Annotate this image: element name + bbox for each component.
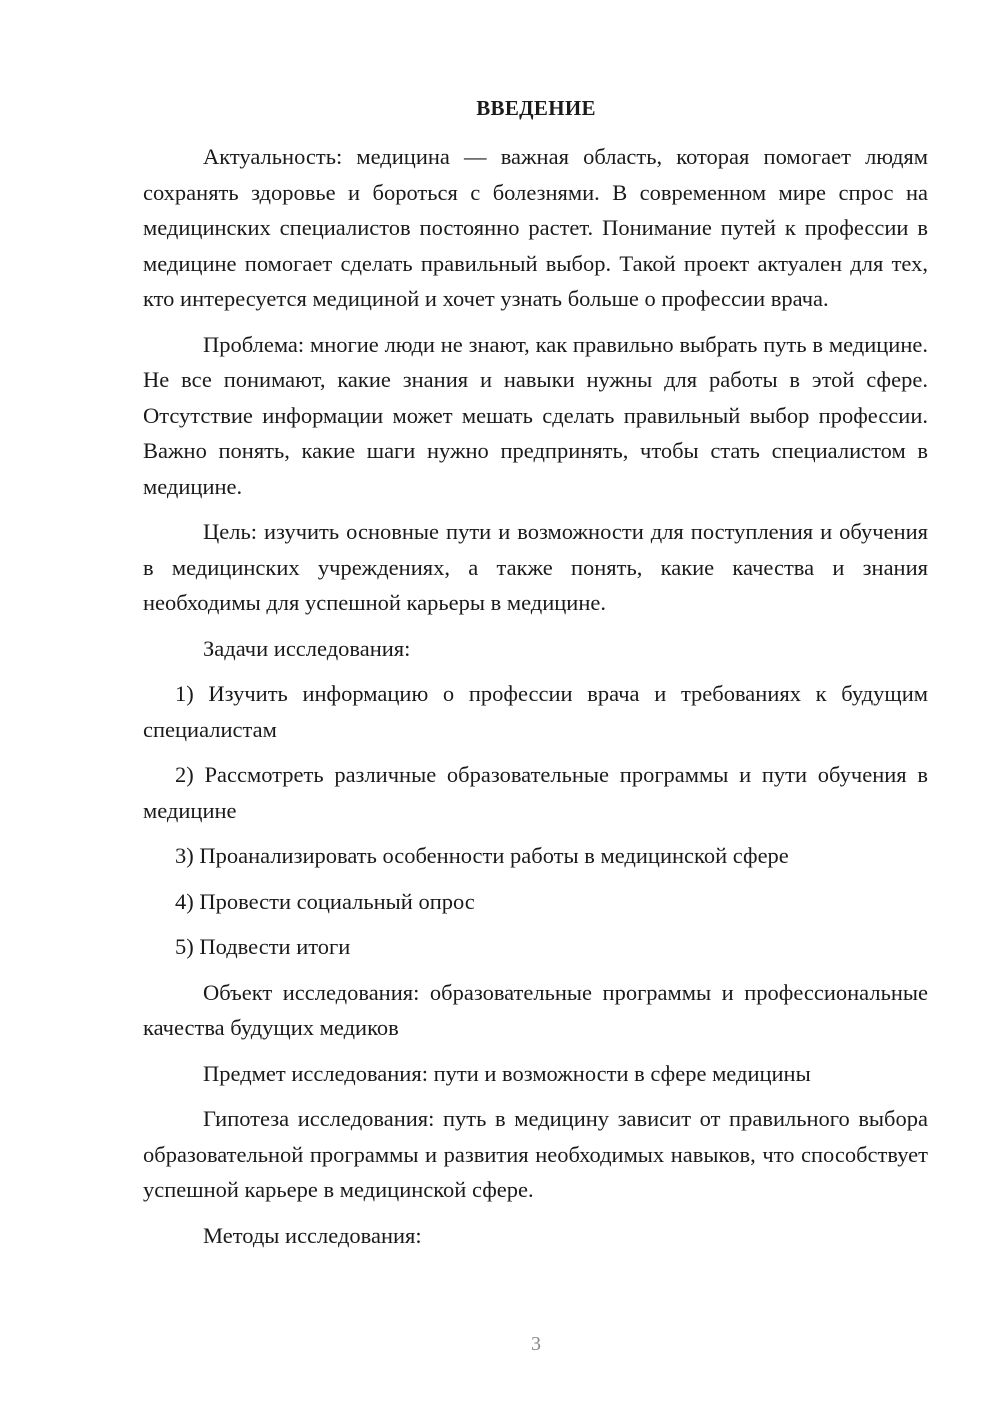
problem-paragraph: Проблема: многие люди не знают, как правильно выбрать путь в медицине. Не все понимают, какие знания и навыки нужны для работы в этой сфере. Отсутствие информации может мешать сделать правильный выбор профессии. Важно понять, какие шаги нужно предпринять, чтобы стать специалистом в медицине. (143, 331, 928, 499)
task-item: 1) Изучить информацию о профессии врача и требованиях к будущим специалистам (143, 681, 928, 742)
task-item: 4) Провести социальный опрос (175, 888, 475, 914)
hypothesis-paragraph: Гипотеза исследования: путь в медицину зависит от правильного выбора образовательной программы и развития необходимых навыков, что способствует успешной карьере в медицинской сфере. (143, 1106, 928, 1202)
tasks-label: Задачи исследования: (203, 635, 411, 661)
task-item: 3) Проанализировать особенности работы в медицинской сфере (175, 843, 789, 868)
subject-paragraph: Предмет исследования: пути и возможности в сфере медицины (203, 1060, 811, 1086)
section-heading: ВВЕДЕНИЕ (476, 96, 596, 120)
page-number: 3 (531, 1333, 541, 1355)
object-paragraph: Объект исследования: образовательные программы и профессиональные качества будущих медиков (143, 979, 928, 1040)
goal-paragraph: Цель: изучить основные пути и возможности для поступления и обучения в медицинских учреждениях, а также понять, какие качества и знания необходимы для успешной карьеры в медицине. (143, 519, 928, 615)
methods-label: Методы исследования: (203, 1222, 422, 1248)
body-text (143, 139, 928, 1263)
task-item: 5) Подвести итоги (175, 934, 351, 959)
task-item: 2) Рассмотреть различные образовательные программы и пути обучения в медицине (143, 762, 928, 823)
relevance-paragraph: Актуальность: медицина — важная область, которая помогает людям сохранять здоровье и бороться с болезнями. В современном мире спрос на медицинских специалистов постоянно растет. Понимание путей к профессии в медицине помогает сделать правильный выбор. Такой проект актуален для тех, кто интересуется медициной и хочет узнать больше о профессии врача. (143, 144, 928, 311)
